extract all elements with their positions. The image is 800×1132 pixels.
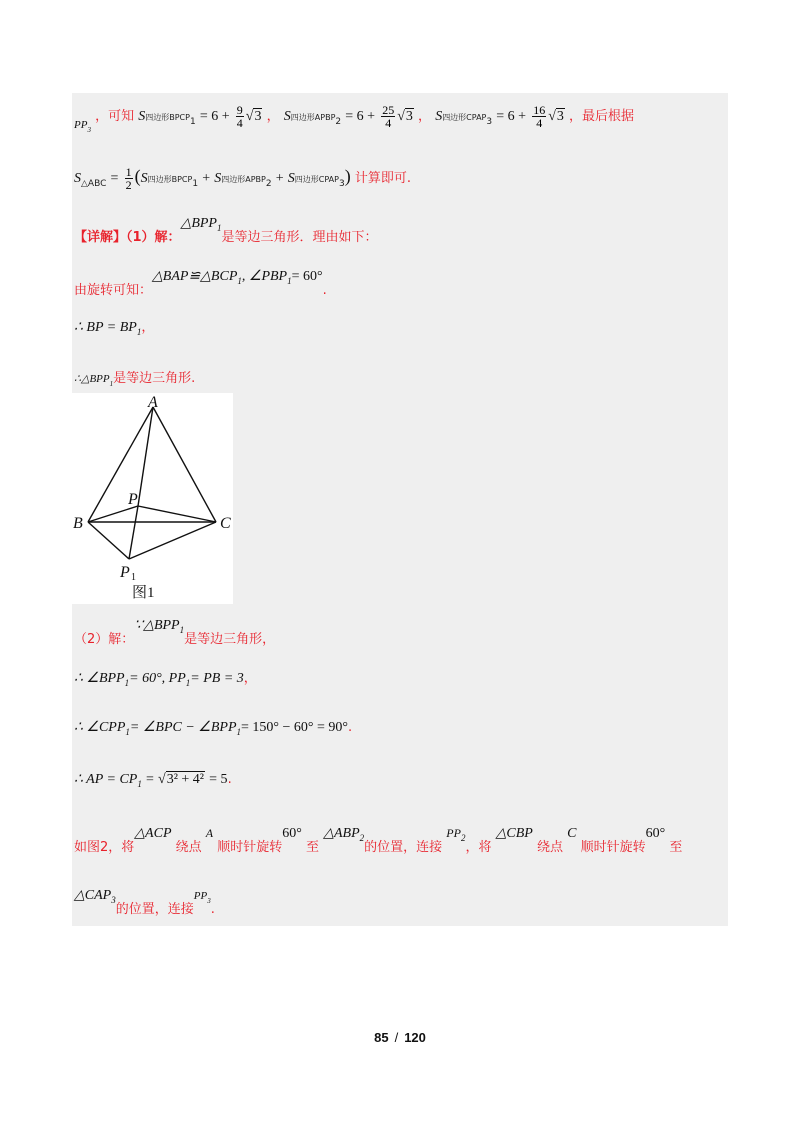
edge-AC: [153, 407, 216, 522]
fraction: $\frac{16}{4}$: [533, 103, 546, 130]
half-fraction: $\frac{1}{2}$: [125, 165, 132, 192]
label-A: A: [148, 394, 158, 411]
part2-heading: （2）解：∵△BPP$^1$是等边三角形，: [74, 618, 276, 647]
edge-PP1: [129, 506, 138, 559]
label-C: C: [220, 515, 231, 532]
figure2-sentence: 如图2，将△ACP 绕点 A 顺时针旋转60° 至 △ABP$^2$的位置，连接 $PP^2$，将 △CBP 绕点 C 顺时针旋转60° 至: [74, 826, 683, 855]
equation-1: ∴ $\angle BPP_1= 60^\circ$, $PP_1=$ PB = 3，: [74, 671, 257, 688]
edge-P1C: [129, 522, 216, 559]
edge-AB: [88, 407, 153, 522]
figure-caption: 图1: [132, 585, 155, 601]
detail-heading: 【详解】（1）解：△BPP$^1$是等边三角形．理由如下：: [74, 216, 378, 245]
last-line: △CAP$^3$的位置，连接$^{PP3}$.: [74, 888, 215, 917]
page-separator: /: [394, 1030, 399, 1045]
label-B: B: [73, 515, 83, 532]
label-P1: P: [120, 564, 130, 581]
page-number: [0, 1030, 800, 1045]
fraction: $\frac{25}{4}$: [382, 103, 395, 130]
area-formula-line: $S_{\triangle ABC}$ = $\frac{1}{2}$ (S四边形$BPCP_1 + S$四边形$APBP_2 + S$四边形$CPAP_3$) 计算即可.: [74, 165, 411, 192]
figure-1: [72, 393, 233, 604]
equation-2: ∴ $\angle CPP_1=$ ∠BPC − $\angle BPP_1= 150^\circ - 60^\circ = 90^\circ$.: [74, 720, 353, 737]
label-P1-sub: 1: [131, 572, 136, 583]
triangle-figure: [72, 393, 233, 604]
page-total: 120: [404, 1030, 426, 1045]
rotation-line: 由旋转可知：△BAP≌△BCP$^1$, $\angle PBP^1= 60^\circ$.: [74, 269, 327, 298]
edge-AP: [138, 407, 153, 506]
fraction: $\frac{9}{4}$: [236, 103, 243, 130]
edge-BP1: [88, 522, 129, 559]
page-current: 85: [374, 1030, 389, 1045]
equilateral-line: $\therefore\triangle BPP_1$是等边三角形.: [74, 371, 196, 388]
area-line: $_{PP3}$ ，可知 S四边形$BPCP_1 = 6$ + $\frac{9}{4}$ √3 ， S四边形$APBP_2 = 6$ + $\frac{25}{4}$ √3 ， S四边形$CPAP_3 = 6$ + $\frac{16}{4}$ √3 ，最后根据: [74, 103, 635, 134]
bp-equal-line: ∴ BP = $BP_1$，: [74, 320, 155, 337]
label-P: P: [128, 491, 138, 508]
edge-PC: [138, 506, 216, 522]
equation-3: ∴ AP = $CP_1 = √3^2 + 4^2 = 5$.: [74, 772, 232, 789]
